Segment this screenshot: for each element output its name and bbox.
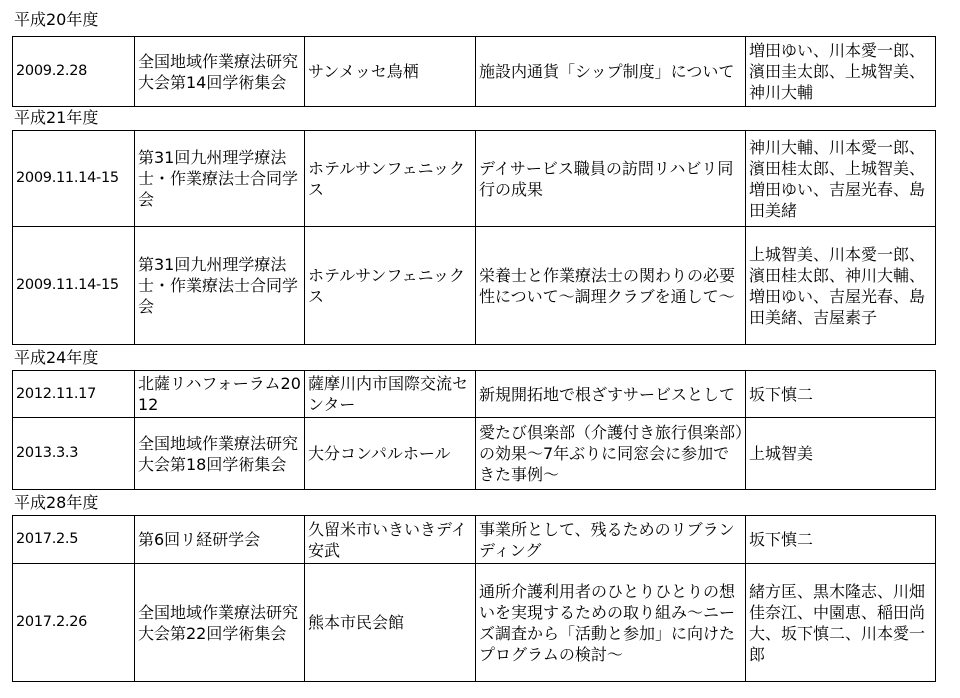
venue-cell: ホテルサンフェニックス bbox=[305, 227, 476, 345]
authors-cell: 神川大輔、川本愛一郎、濱田桂太郎、上城智美、増田ゆい、吉屋光春、島田美緒 bbox=[746, 131, 936, 227]
venue-cell: 大分コンパルホール bbox=[305, 418, 476, 490]
authors-cell: 坂下慎二 bbox=[746, 516, 936, 564]
section-table bbox=[12, 130, 936, 345]
date-cell: 2009.11.14-15 bbox=[13, 227, 135, 345]
authors-cell: 上城智美 bbox=[746, 418, 936, 490]
conference-cell: 全国地域作業療法研究大会第14回学術集会 bbox=[135, 37, 305, 107]
title-cell: 栄養士と作業療法士の関わりの必要性について〜調理クラブを通して〜 bbox=[476, 227, 746, 345]
section-table bbox=[12, 515, 936, 682]
title-cell: 新規開拓地で根ざすサービスとして bbox=[476, 371, 746, 418]
authors-cell: 増田ゆい、川本愛一郎、濱田圭太郎、上城智美、神川大輔 bbox=[746, 37, 936, 107]
section-table bbox=[12, 36, 936, 107]
date-cell: 2009.11.14-15 bbox=[13, 131, 135, 227]
authors-cell: 緒方匡、黒木隆志、川畑佳奈江、中園恵、稲田尚大、坂下慎二、川本愛一郎 bbox=[746, 564, 936, 682]
title-cell: 通所介護利用者のひとりひとりの想いを実現するための取り組み〜ニーズ調査から「活動と参加」に向けたプログラムの検討〜 bbox=[476, 564, 746, 682]
section-year-heading: 平成28年度 bbox=[14, 493, 99, 512]
title-cell: デイサービス職員の訪問リハビリ同行の成果 bbox=[476, 131, 746, 227]
table-row bbox=[13, 131, 936, 227]
section-year-heading: 平成21年度 bbox=[14, 108, 99, 127]
date-cell: 2017.2.5 bbox=[13, 516, 135, 564]
authors-cell: 上城智美、川本愛一郎、濱田桂太郎、神川大輔、増田ゆい、吉屋光春、島田美緒、吉屋素子 bbox=[746, 227, 936, 345]
title-cell: 施設内通貨「シップ制度」について bbox=[476, 37, 746, 107]
date-cell: 2009.2.28 bbox=[13, 37, 135, 107]
title-cell: 事業所として、残るためのリブランディング bbox=[476, 516, 746, 564]
table-row bbox=[13, 418, 936, 490]
date-cell: 2013.3.3 bbox=[13, 418, 135, 490]
conference-cell: 第31回九州理学療法士・作業療法士合同学会 bbox=[135, 227, 305, 345]
conference-cell: 第6回リ経研学会 bbox=[135, 516, 305, 564]
venue-cell: 薩摩川内市国際交流センター bbox=[305, 371, 476, 418]
conference-cell: 全国地域作業療法研究大会第22回学術集会 bbox=[135, 564, 305, 682]
date-cell: 2017.2.26 bbox=[13, 564, 135, 682]
section-table bbox=[12, 370, 936, 490]
table-row bbox=[13, 227, 936, 345]
authors-cell: 坂下慎二 bbox=[746, 371, 936, 418]
venue-cell: サンメッセ鳥栖 bbox=[305, 37, 476, 107]
title-cell: 愛たび倶楽部（介護付き旅行倶楽部）の効果〜7年ぶりに同窓会に参加できた事例〜 bbox=[476, 418, 746, 490]
venue-cell: 熊本市民会館 bbox=[305, 564, 476, 682]
conference-cell: 全国地域作業療法研究大会第18回学術集会 bbox=[135, 418, 305, 490]
date-cell: 2012.11.17 bbox=[13, 371, 135, 418]
conference-cell: 第31回九州理学療法士・作業療法士合同学会 bbox=[135, 131, 305, 227]
section-year-heading: 平成24年度 bbox=[14, 348, 99, 367]
conference-cell: 北薩リハフォーラム2012 bbox=[135, 371, 305, 418]
table-row bbox=[13, 516, 936, 564]
table-row bbox=[13, 371, 936, 418]
venue-cell: 久留米市いきいきデイ安武 bbox=[305, 516, 476, 564]
table-row bbox=[13, 564, 936, 682]
venue-cell: ホテルサンフェニックス bbox=[305, 131, 476, 227]
table-row bbox=[13, 37, 936, 107]
section-year-heading: 平成20年度 bbox=[14, 10, 99, 29]
